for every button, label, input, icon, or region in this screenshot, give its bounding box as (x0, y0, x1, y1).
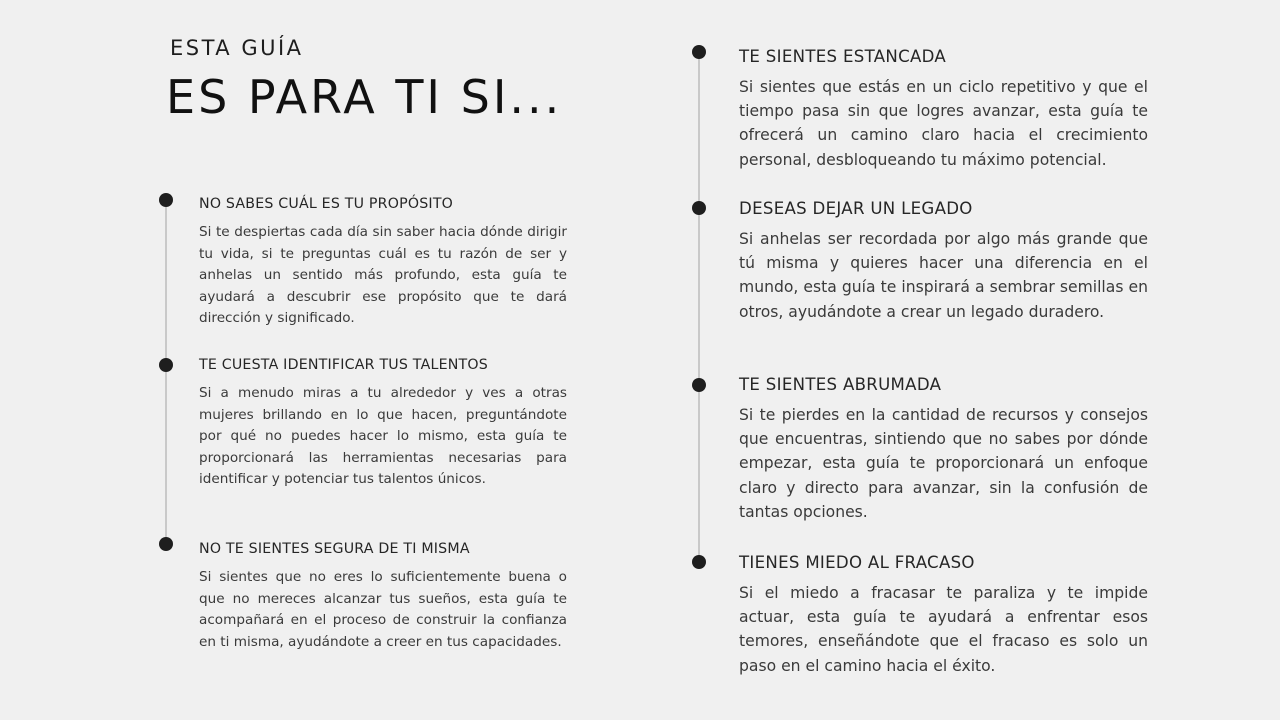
timeline-dot (692, 378, 706, 392)
list-item (739, 375, 1148, 524)
item-heading: DESEAS DEJAR UN LEGADO (739, 199, 973, 218)
left-timeline-line (165, 200, 167, 544)
item-heading: TE SIENTES ABRUMADA (739, 375, 942, 394)
item-text: Si sientes que no eres lo suficientemente buena o que no mereces alcanzar tus sueños, esta guía te acompañará en el proceso de construir la confianza en ti misma, ayudándote a creer en tus capacidades. (199, 569, 567, 650)
item-text: Si te pierdes en la cantidad de recursos y consejos que encuentras, sintiendo que no sabes por dónde empezar, esta guía te proporcionará un enfoque claro y directo para avanzar, sin la confusión de tantas opciones. (739, 406, 1148, 521)
list-item (199, 540, 567, 653)
item-heading: NO TE SIENTES SEGURA DE TI MISMA (199, 541, 470, 557)
timeline-dot (692, 201, 706, 215)
item-heading: TIENES MIEDO AL FRACASO (739, 553, 975, 572)
list-item (739, 553, 1148, 678)
item-text: Si el miedo a fracasar te paraliza y te impide actuar, esta guía te ayudará a enfrentar esos temores, enseñándote que el fracaso es solo un paso en el camino hacia el éxito. (739, 584, 1148, 675)
list-item (199, 356, 567, 491)
page-title: ES PARA TI SI... (166, 70, 563, 124)
timeline-dot (159, 537, 173, 551)
item-heading: TE CUESTA IDENTIFICAR TUS TALENTOS (199, 357, 488, 373)
right-timeline-line (698, 52, 700, 562)
item-heading: TE SIENTES ESTANCADA (739, 47, 947, 66)
item-heading: NO SABES CUÁL ES TU PROPÓSITO (199, 196, 454, 212)
eyebrow-label: ESTA GUÍA (170, 36, 304, 60)
item-text: Si anhelas ser recordada por algo más grande que tú misma y quieres hacer una diferencia en el mundo, esta guía te inspirará a sembrar semillas en otros, ayudándote a crear un legado duradero. (739, 230, 1148, 321)
item-text: Si te despiertas cada día sin saber hacia dónde dirigir tu vida, si te preguntas cuál es tu razón de ser y anhelas un sentido más profundo, esta guía te ayudará a descubrir ese propósito que te dará dirección y significado. (199, 224, 567, 327)
list-item (739, 199, 1148, 324)
item-text: Si a menudo miras a tu alrededor y ves a otras mujeres brillando en lo que hacen, preguntándote por qué no puedes hacer lo mismo, esta guía te proporcionará las herramientas necesarias para identificar y potenciar tus talentos únicos. (199, 385, 567, 488)
timeline-dot (692, 555, 706, 569)
timeline-dot (692, 45, 706, 59)
list-item (199, 195, 567, 330)
list-item (739, 47, 1148, 172)
timeline-dot (159, 193, 173, 207)
item-text: Si sientes que estás en un ciclo repetitivo y que el tiempo pasa sin que logres avanzar, esta guía te ofrecerá un camino claro hacia el crecimiento personal, desbloqueando tu máximo potencial. (739, 78, 1148, 169)
timeline-dot (159, 358, 173, 372)
